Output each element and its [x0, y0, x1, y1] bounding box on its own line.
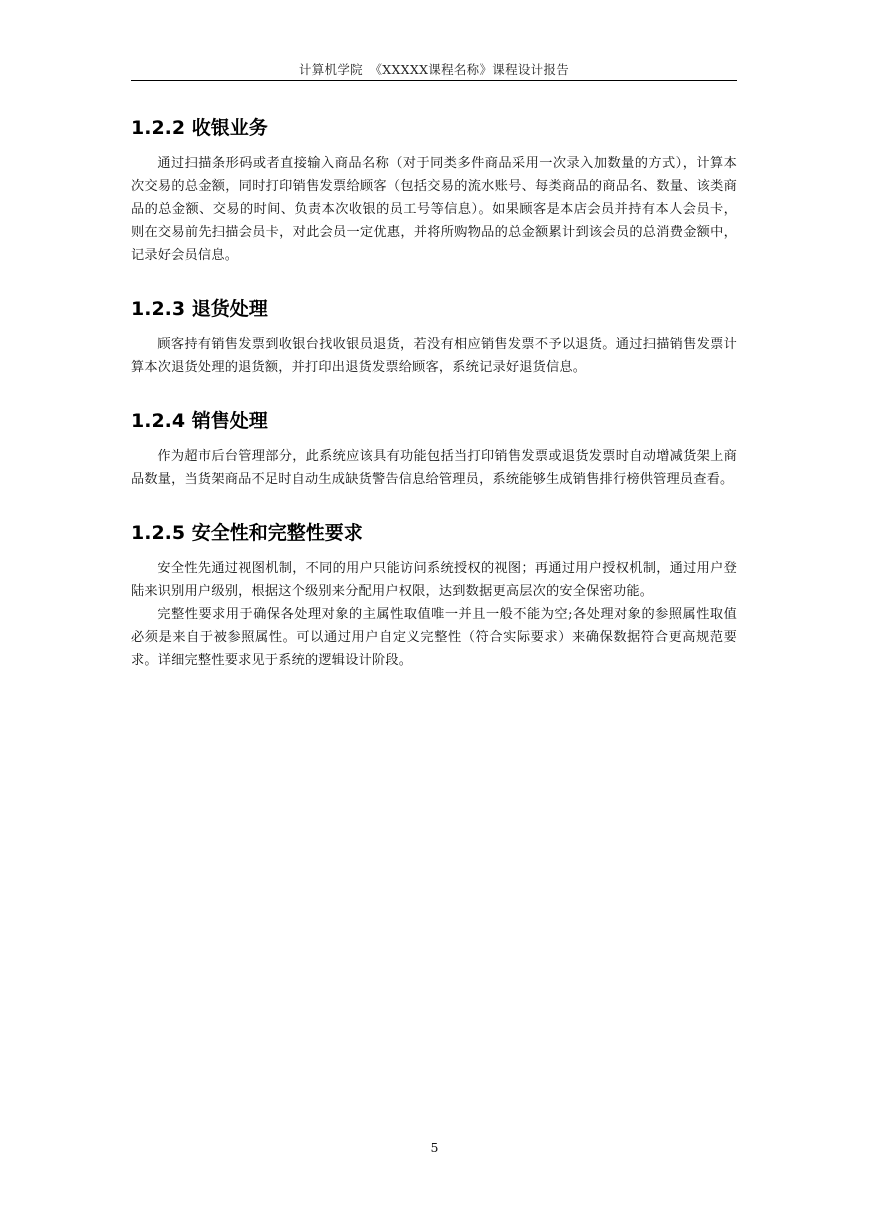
- section-paragraph: 安全性先通过视图机制，不同的用户只能访问系统授权的视图；再通过用户授权机制，通过用户登陆来识别用户级别，根据这个级别来分配用户权限，达到数据更高层次的安全保密功能。: [131, 561, 737, 599]
- section-return-processing: [131, 293, 737, 379]
- section-paragraph: 通过扫描条形码或者直接输入商品名称（对于同类多件商品采用一次录入加数量的方式），计算本次交易的总金额，同时打印销售发票给顾客（包括交易的流水账号、每类商品的商品名、数量、该类商品的总金额、交易的时间、负责本次收银的员工号等信息）。如果顾客是本店会员并持有本人会员卡，则在交易前先扫描会员卡，对此会员一定优惠，并将所购物品的总金额累计到该会员的总消费金额中，记录好会员信息。: [131, 156, 737, 263]
- section-sales-processing: [131, 405, 737, 491]
- section-heading: 1.2.5 安全性和完整性要求: [131, 522, 363, 544]
- section-paragraph: 顾客持有销售发票到收银台找收银员退货，若没有相应销售发票不予以退货。通过扫描销售发票计算本次退货处理的退货额，并打印出退货发票给顾客，系统记录好退货信息。: [131, 337, 737, 375]
- section-paragraph: 作为超市后台管理部分，此系统应该具有功能包括当打印销售发票或退货发票时自动增减货架上商品数量，当货架商品不足时自动生成缺货警告信息给管理员，系统能够生成销售排行榜供管理员查看。: [131, 449, 737, 487]
- section-security-integrity: [131, 517, 737, 672]
- section-heading: 1.2.2 收银业务: [131, 117, 268, 139]
- page-header: 计算机学院 《XXXXX课程名称》课程设计报告: [298, 62, 570, 77]
- section-cashier-business: [131, 112, 737, 267]
- document-body: [131, 112, 737, 698]
- section-paragraph: 完整性要求用于确保各处理对象的主属性取值唯一并且一般不能为空;各处理对象的参照属性取值必须是来自于被参照属性。可以通过用户自定义完整性（符合实际要求）来确保数据符合更高规范要求。详细完整性要求见于系统的逻辑设计阶段。: [131, 607, 737, 668]
- section-heading: 1.2.3 退货处理: [131, 298, 268, 320]
- header-rule: [131, 80, 737, 81]
- page-number: 5: [430, 1140, 439, 1155]
- section-heading: 1.2.4 销售处理: [131, 410, 268, 432]
